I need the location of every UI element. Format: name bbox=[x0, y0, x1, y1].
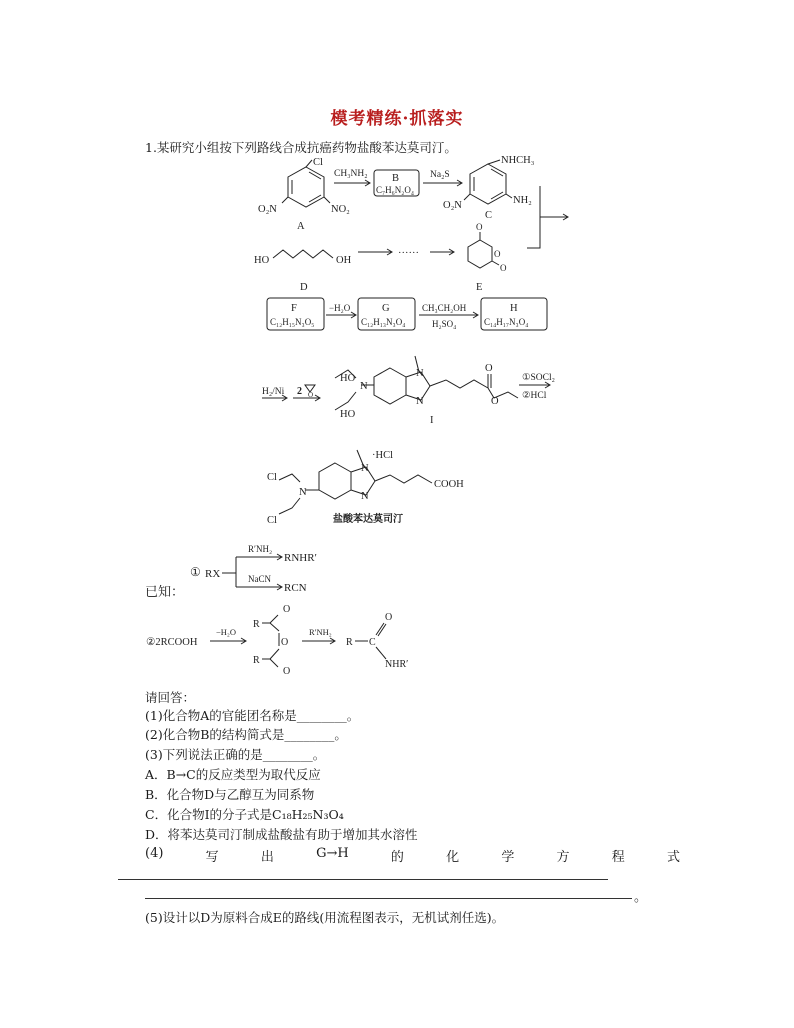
reagent-na2s: Na₂S bbox=[430, 170, 450, 180]
compound-i-ho-bottom: HO bbox=[340, 409, 356, 420]
compound-i-n2: N bbox=[416, 396, 424, 407]
known-reactions bbox=[0, 535, 794, 675]
compound-h-formula: C₁₄H₁₇N₃O₄ bbox=[484, 317, 529, 327]
known-r1-reagent-top: R′NH₂ bbox=[248, 544, 273, 554]
known-r2-amide-o: O bbox=[385, 612, 393, 623]
compound-d-oh: OH bbox=[336, 255, 352, 266]
compound-i-n1: N bbox=[416, 368, 424, 379]
known-r1-num: ① bbox=[190, 565, 201, 579]
label-a: A bbox=[297, 221, 305, 232]
known-r2-o-top: O bbox=[283, 604, 291, 615]
known-label: 已知： bbox=[145, 585, 185, 600]
known-r2-anhydride-r2: R bbox=[253, 655, 260, 666]
q4-word: 方 bbox=[556, 850, 570, 865]
reagent-hcl: ②HCl bbox=[522, 391, 547, 401]
q4-word: 化 bbox=[446, 850, 460, 865]
product-cl-bottom: Cl bbox=[267, 515, 277, 526]
known-r1-reagent-bottom: NaCN bbox=[248, 574, 271, 584]
compound-d-chain bbox=[273, 250, 333, 258]
known-r1-product-top: RNHR′ bbox=[284, 552, 317, 564]
known-r2-amide-c: C bbox=[369, 637, 376, 648]
reagent-ch3nh2: CH₃NH₂ bbox=[334, 169, 368, 179]
known-r1-rx: RX bbox=[205, 568, 221, 580]
q4-word: 的 bbox=[390, 850, 404, 865]
compound-c-ring bbox=[470, 164, 506, 204]
q4-word: G→H bbox=[316, 846, 349, 861]
question-part-3: (3)下列说法正确的是________。 bbox=[145, 747, 326, 762]
known-r2-reagent2: R′NH₂ bbox=[309, 627, 332, 637]
compound-e-ring bbox=[468, 240, 492, 268]
compound-i-ho-top: HO bbox=[340, 373, 356, 384]
dots: ······ bbox=[398, 248, 419, 259]
compound-e-o1: O bbox=[476, 222, 483, 232]
compound-b-name: B bbox=[392, 173, 400, 184]
compound-c-o2n: O₂N bbox=[443, 200, 462, 211]
option-b: B．化合物D与乙醇互为同系物 bbox=[145, 787, 315, 802]
compound-f-formula: C₁₂H₁₅N₃O₅ bbox=[270, 317, 315, 327]
known-r1-product-bottom: RCN bbox=[284, 582, 307, 594]
product-n2: N bbox=[361, 491, 369, 502]
product-name: 盐酸苯达莫司汀 bbox=[333, 514, 403, 525]
option-d: D．将苯达莫司汀制成盐酸盐有助于增加其水溶性 bbox=[145, 827, 418, 842]
option-c: C．化合物I的分子式是C₁₈H₂₅N₃O₄ bbox=[145, 807, 344, 822]
question-part-2: (2)化合物B的结构简式是________。 bbox=[145, 727, 347, 742]
answer-line-2[interactable] bbox=[145, 898, 632, 899]
known-r2-anhydride-r1: R bbox=[253, 619, 260, 630]
question-part-4 bbox=[145, 846, 680, 865]
compound-c-nhch3: NHCH₃ bbox=[501, 155, 535, 166]
compound-a-o2n: O₂N bbox=[258, 204, 277, 215]
compound-a-no2: NO₂ bbox=[331, 204, 350, 215]
reagent-socl2: ①SOCl₂ bbox=[522, 373, 555, 383]
product-cl-top: Cl bbox=[267, 472, 277, 483]
q4-word: (4) bbox=[145, 846, 164, 861]
option-a: A．B→C的反应类型为取代反应 bbox=[145, 767, 321, 782]
answer-prompt: 请回答： bbox=[145, 690, 196, 705]
compound-i-benzene bbox=[374, 368, 406, 404]
answer-end-mark: 。 bbox=[634, 890, 648, 905]
reagent-2eo: 2 bbox=[297, 386, 302, 397]
known-r2-reagent1: −H₂O bbox=[216, 627, 237, 637]
product-n: N bbox=[299, 487, 307, 498]
compound-f-name: F bbox=[291, 303, 297, 314]
reagent-minus-h2o: −H₂O bbox=[329, 303, 351, 313]
product-n1: N bbox=[361, 463, 369, 474]
epoxide-o: O bbox=[308, 391, 314, 399]
label-d: D bbox=[300, 282, 308, 293]
label-c: C bbox=[485, 210, 493, 221]
compound-a-cl: Cl bbox=[313, 157, 323, 168]
known-r2-start: ②2RCOOH bbox=[146, 637, 198, 648]
known-r2-o-mid: O bbox=[281, 637, 289, 648]
q4-word: 出 bbox=[260, 850, 274, 865]
compound-d-ho: HO bbox=[254, 255, 270, 266]
product-sidechain bbox=[375, 475, 432, 483]
question-part-5: (5)设计以D为原料合成E的路线(用流程图表示，无机试剂任选)。 bbox=[145, 910, 505, 925]
compound-c-nh2: NH₂ bbox=[513, 195, 532, 206]
q4-word: 程 bbox=[611, 850, 625, 865]
compound-i-o-ester: O bbox=[491, 396, 499, 407]
known-r2-amide-nhr: NHR′ bbox=[385, 659, 409, 670]
label-e: E bbox=[476, 282, 483, 293]
compound-b-formula: C₇H₆N₂O₄ bbox=[376, 185, 415, 195]
known-r2-o-bottom: O bbox=[283, 666, 291, 675]
known-r2-amide-r: R bbox=[346, 637, 353, 648]
product-hcl: ·HCl bbox=[372, 450, 393, 461]
question-1-stem: 1.某研究小组按下列路线合成抗癌药物盐酸苯达莫司汀。 bbox=[145, 140, 457, 155]
product-benzene bbox=[319, 463, 351, 499]
reagent-h2so4: H₂SO₄ bbox=[432, 319, 457, 329]
compound-i-o-carbonyl: O bbox=[485, 363, 493, 374]
compound-e-o2: O bbox=[494, 249, 501, 259]
reagent-ethanol: CH₃CH₂OH bbox=[422, 303, 467, 313]
compound-i-sidechain bbox=[430, 380, 488, 388]
compound-g-formula: C₁₂H₁₃N₃O₄ bbox=[361, 317, 406, 327]
page-title: 模考精练·抓落实 bbox=[330, 109, 464, 129]
label-i: I bbox=[430, 415, 434, 426]
q4-word: 写 bbox=[205, 850, 219, 865]
reagent-h2ni: H₂/Ni bbox=[262, 387, 285, 397]
product-cooh: COOH bbox=[434, 479, 464, 490]
q4-word: 学 bbox=[501, 850, 515, 865]
compound-a-ring bbox=[288, 167, 324, 207]
compound-h-name: H bbox=[510, 303, 518, 314]
compound-e-o3: O bbox=[500, 263, 507, 273]
q4-word: 式 bbox=[666, 850, 680, 865]
answer-line-1[interactable] bbox=[118, 879, 608, 880]
question-part-1: (1)化合物A的官能团名称是________。 bbox=[145, 708, 360, 723]
compound-g-name: G bbox=[382, 303, 390, 314]
compound-i-n: N bbox=[360, 381, 368, 392]
